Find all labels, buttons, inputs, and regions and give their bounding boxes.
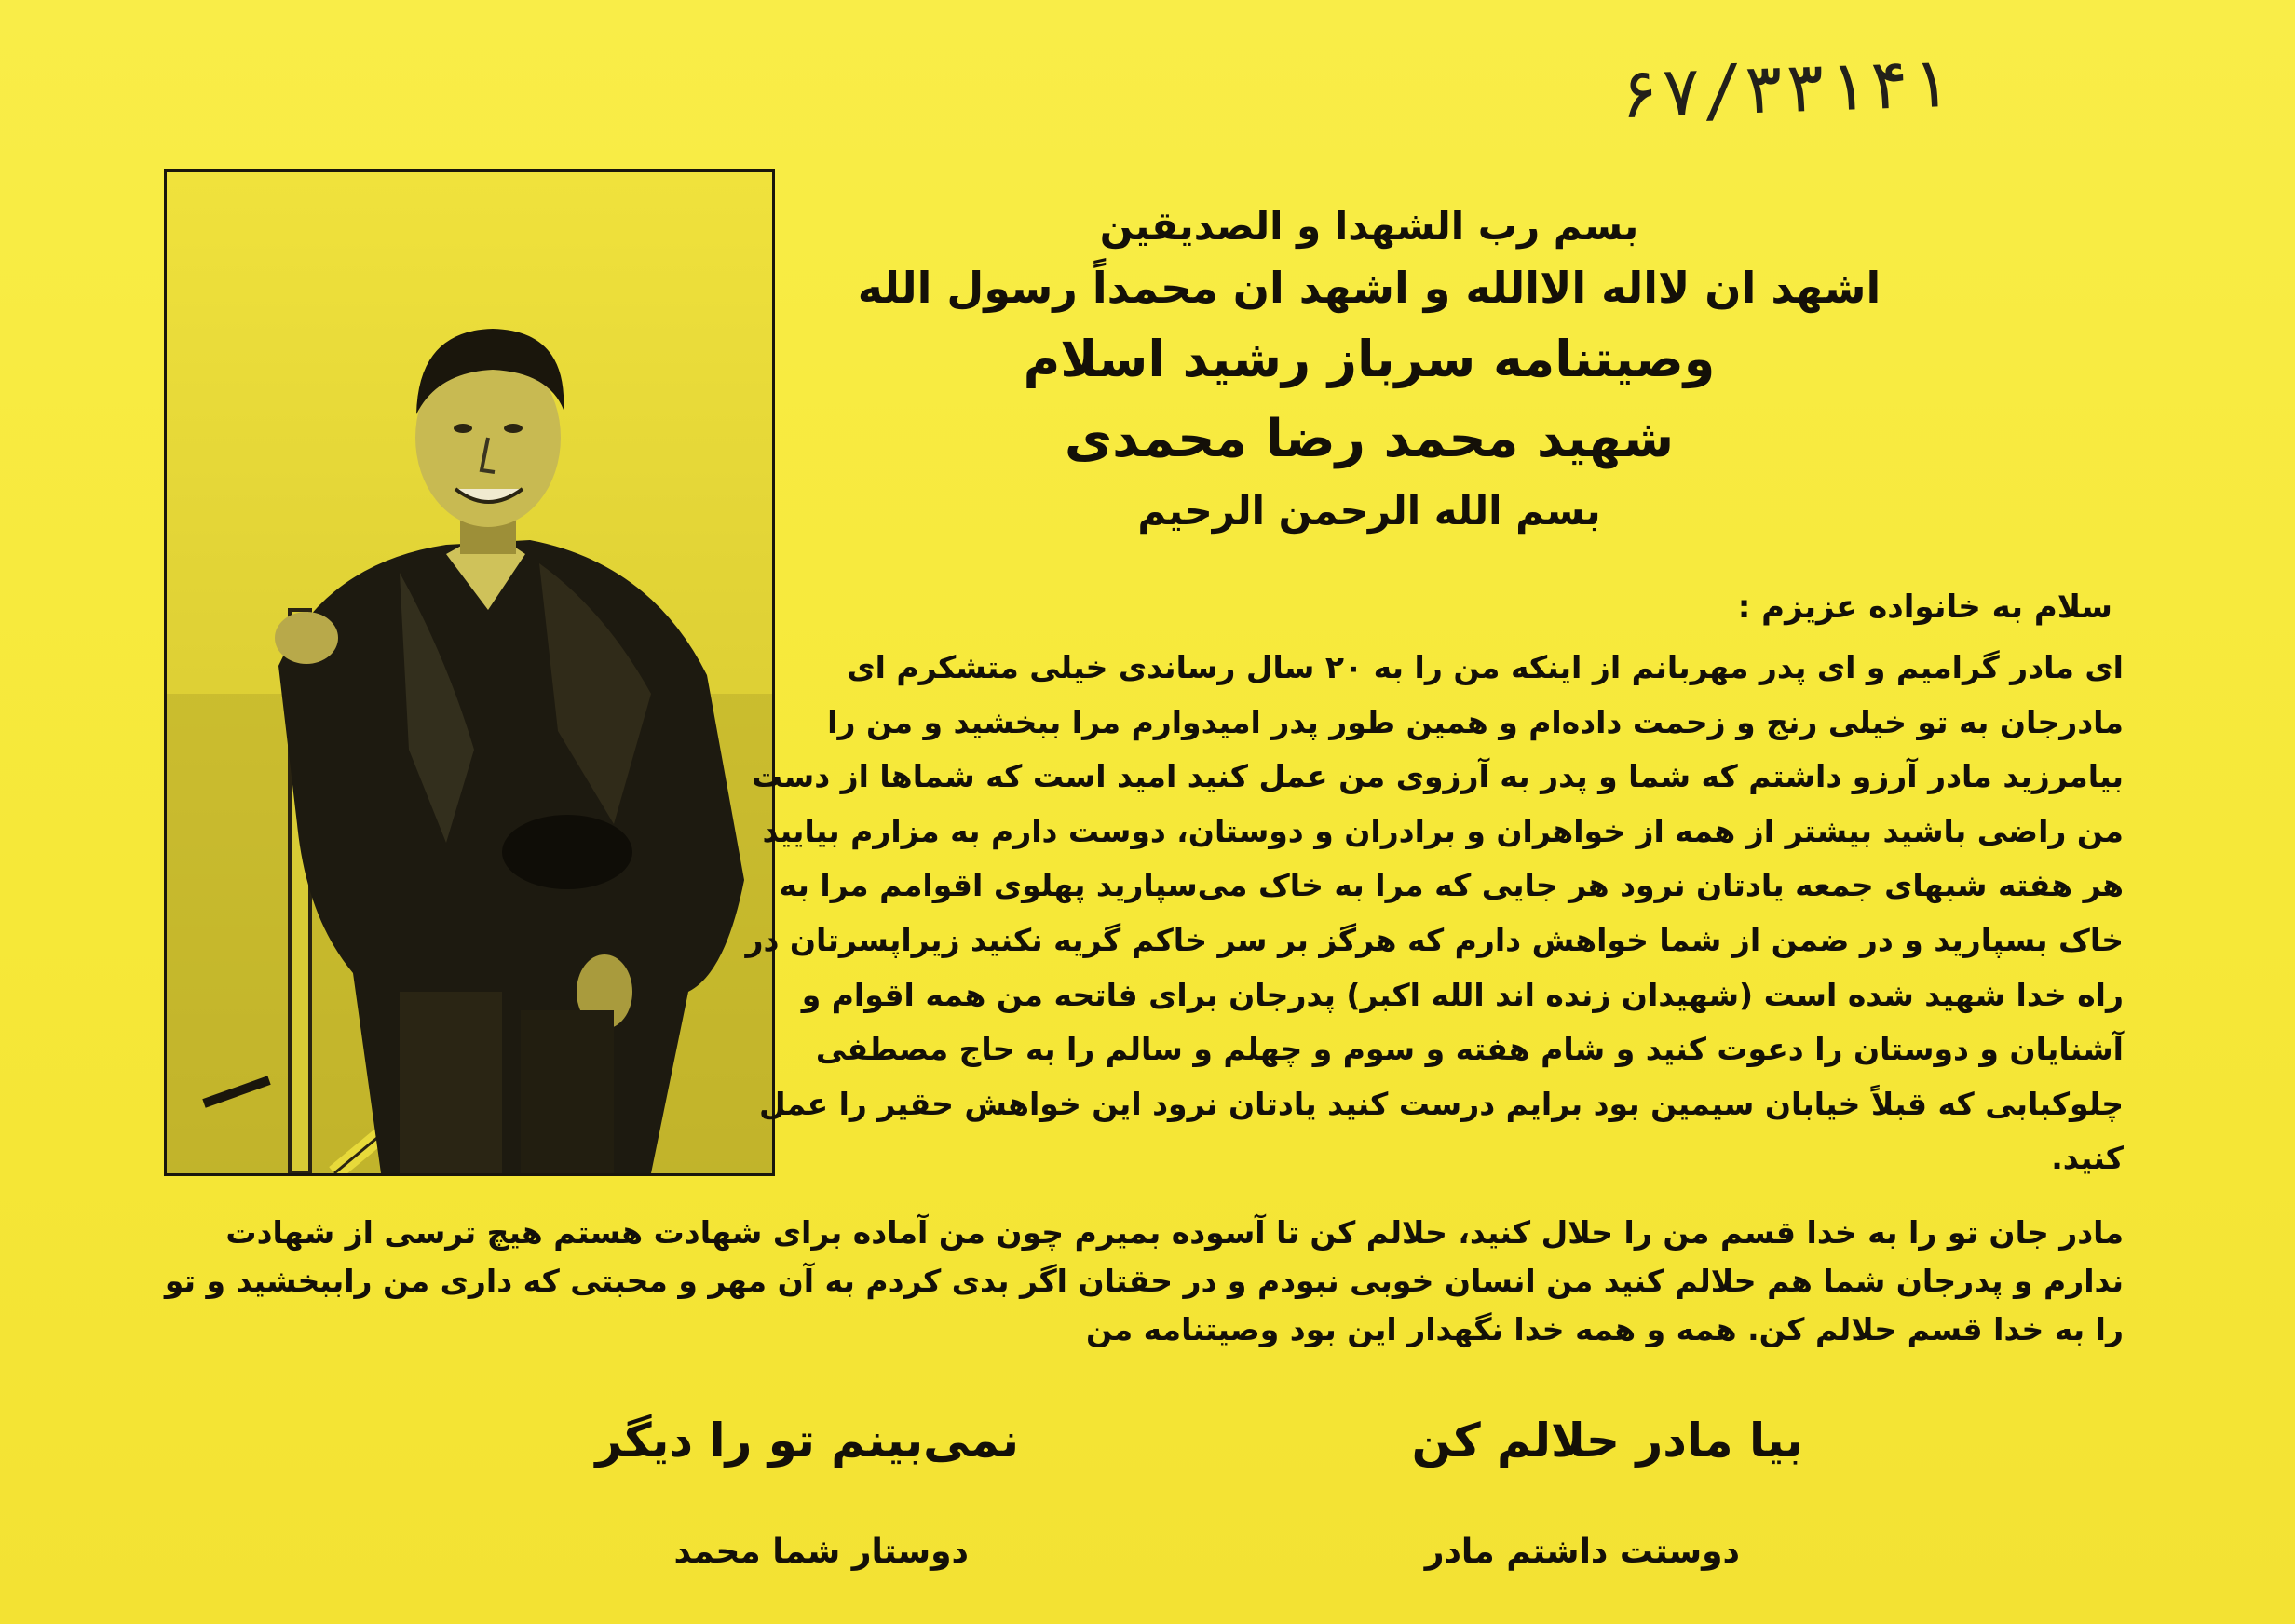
poem-line-left: نمی‌بینم تو را دیگر: [595, 1414, 1019, 1468]
heading-martyr-name: شهید محمد رضا محمدی: [1064, 409, 1675, 469]
paragraph-line: کنید.: [2051, 1140, 2124, 1177]
paragraph-line: چلوکبابی که قبلاً خیابان سیمین بود برایم درست کنید یادتان نرود این خواهش حقیر را عمل: [759, 1085, 2124, 1122]
greeting-line: سلام به خانواده عزیزم :: [1737, 589, 2112, 626]
paragraph-line: ای مادر گرامیم و ای پدر مهربانم از اینکه من را به ۲۰ سال رساندی خیلی متشکرم ای: [847, 649, 2124, 685]
handwritten-archive-number: ۶۷/۳۳۱۴۱: [1617, 42, 1952, 135]
paragraph-line: آشنایان و دوستان را دعوت کنید و شام هفته و سوم و چهلم و سالم را به حاج مصطفی: [815, 1031, 2124, 1068]
paragraph-line: خاک بسپارید و در ضمن از شما خواهش دارم که هرگز بر سر خاکم گریه نکنید زیراپسرتان در: [745, 921, 2124, 958]
closing-right: دوستت داشتم مادر: [1424, 1533, 1740, 1571]
heading-invocation: بسم رب الشهدا و الصدیقین: [1099, 203, 1639, 249]
paragraph-line: مادرجان به تو خیلی رنج و زحمت داده‌ام و همین طور پدر امیدوارم مرا ببخشید و من را: [827, 703, 2124, 740]
closing-left-signature: دوستار شما محمد: [673, 1533, 969, 1571]
paragraph-line: هر هفته شبهای جمعه یادتان نرود هر جایی که مرا به خاک می‌سپارید پهلوی اقوامم مرا به: [779, 867, 2124, 904]
paragraph-2: [164, 1209, 2124, 1354]
portrait-illustration: [167, 172, 772, 1173]
paragraph-line: را به خدا قسم حلالم کن. همه و همه خدا نگهدار این بود وصیتنامه من: [1086, 1311, 2124, 1347]
paragraph-line: من راضی باشید بیشتر از همه از خواهران و برادران و دوستان، دوست دارم به مزارم بیایید: [762, 812, 2124, 849]
poem-line-right: بیا مادر حلالم کن: [1411, 1414, 1803, 1468]
heading-will-title: وصیتنامه سرباز رشید اسلام: [1023, 330, 1716, 388]
paragraph-line: ندارم و پدرجان شما هم حلالم کنید من انسان خوبی نبودم و در حقتان اگر بدی کردم به آن مهر و محبتی که داری من راببخشید و تو: [164, 1263, 2124, 1299]
heading-block: [820, 197, 1919, 542]
paragraph-line: مادر جان تو را به خدا قسم من را حلال کنید، حلالم کن تا آسوده بمیرم چون من آماده برای شهادت هستم هیچ ترسی از شهادت: [225, 1214, 2124, 1251]
paragraph-line: بیامرزید مادر آرزو داشتم که شما و پدر به آرزوی من عمل کنید امید است که شماها از دست: [751, 758, 2124, 795]
paragraph-line: راه خدا شهید شده است (شهیدان زنده اند الله اکبر) پدرجان برای فاتحه من همه اقوام و: [801, 976, 2124, 1013]
heading-shahada: اشهد ان لااله الاالله و اشهد ان محمداً رسول الله: [857, 263, 1881, 313]
heading-bismillah: بسم الله الرحمن الرحیم: [1137, 488, 1601, 534]
portrait-photo: [164, 169, 775, 1176]
paragraph-1: [745, 641, 2124, 1186]
